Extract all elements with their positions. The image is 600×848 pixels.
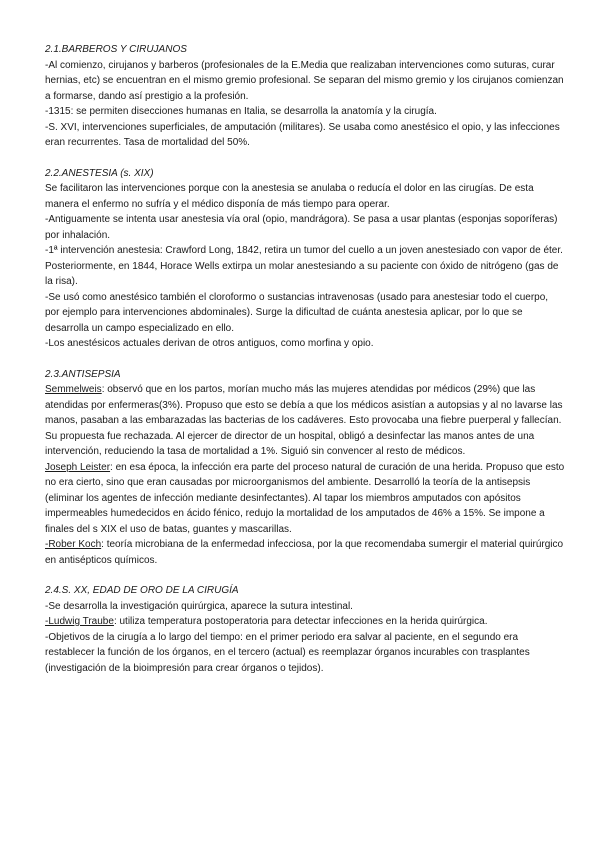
paragraph [45, 243, 565, 290]
paragraph-text: Se facilitaron las intervenciones porque con la anestesia se anulaba o reducía el dolor en las cirugías. De esta manera el enfermo no sufría y el médico disponía de más tiempo para operar. [45, 183, 534, 210]
section-anestesia [45, 166, 565, 352]
paragraph-text: : utiliza temperatura postoperatoria para detectar infecciones en la herida quirúrgica. [113, 616, 488, 627]
paragraph-text: -Objetivos de la cirugía a lo largo del tiempo: en el primer periodo era salvar al paciente, en el segundo era restablecer la función de los órganos, en el tercero (actual) es reemplazar órganos incurables con trasplantes (investigación de la bioimpresión para crear órganos o tejidos). [45, 631, 530, 674]
paragraph-text: -Los anestésicos actuales derivan de otros antiguos, como morfina y opio. [45, 338, 374, 349]
person-name-leister: Joseph Leister [45, 461, 111, 473]
paragraph-text: -1ª intervención anestesia: Crawford Long, 1842, retira un tumor del cuello a un joven anestesiado con vapor de éter. Posteriormente, en 1844, Horace Wells extirpa un molar anestesiando a su paciente con óxido de nitrógeno (gas de la risa). [45, 245, 563, 287]
section-barberos-cirujanos [45, 42, 565, 151]
paragraph [45, 58, 565, 105]
paragraph-text: -1315: se permiten disecciones humanas en Italia, se desarrolla la anatomía y la cirugía. [45, 106, 437, 117]
paragraph [45, 212, 565, 243]
paragraph [45, 120, 565, 151]
section-heading: 2.4.S. XX, EDAD DE ORO DE LA CIRUGÍA [45, 585, 239, 596]
paragraph-text: -Al comienzo, cirujanos y barberos (profesionales de la E.Media que realizaban intervenciones como suturas, curar hernias, etc) se encuentran en el mismo gremio profesional. Se separan del mismo gremio y los cirujanos comienzan a formarse, dando así prestigio a la profesión. [45, 59, 564, 102]
paragraph [45, 599, 565, 615]
person-name-semmelweis: Semmelweis [45, 384, 102, 395]
section-heading: 2.2.ANESTESIA (s. XIX) [45, 167, 154, 179]
paragraph-text: : teoría microbiana de la enfermedad infecciosa, por la que recomendaba sumergir el material quirúrgico en antisépticos químicos. [45, 539, 564, 566]
paragraph-text: -Se usó como anestésico también el cloroformo o sustancias intravenosas (usado para anestesiar todo el cuerpo, por ejemplo para intervenciones abdominales). Surge la dificultad de cuánta anestesia aplicar, por lo que se desarrolla un campo especializado en ello. [45, 291, 549, 334]
paragraph [45, 290, 565, 337]
paragraph-text: -Se desarrolla la investigación quirúrgica, aparece la sutura intestinal. [45, 600, 353, 612]
person-name-koch: -Rober Koch [45, 539, 102, 550]
paragraph [45, 382, 565, 460]
paragraph [45, 336, 565, 352]
section-heading: 2.3.ANTISEPSIA [45, 368, 121, 380]
paragraph [45, 630, 565, 677]
paragraph-text: : en esa época, la infección era parte del proceso natural de curación de una herida. Propuso que esto no era cierto, sino que eran causadas por microorganismos del ambiente. Desarrolló la teoría de la antisepsis (eliminar los agentes de infección mediante desinfectantes). Al tapar los miembros amputados con apósitos impermeables humedecidos en ácido fénico, redujo la mortalidad de los amputados de 46% a 15%. Se impone a finales del s XIX el uso de batas, guantes y mascarillas. [45, 461, 565, 535]
document-page [45, 42, 565, 691]
section-heading: 2.1.BARBEROS Y CIRUJANOS [45, 44, 187, 55]
paragraph [45, 614, 565, 630]
section-edad-de-oro [45, 583, 565, 676]
paragraph [45, 104, 565, 120]
paragraph [45, 460, 565, 538]
paragraph-text: : observó que en los partos, morían mucho más las mujeres atendidas por médicos (29%) que las atendidas por enfermeras(3%). Propuso que esto se debía a que los médicos asistían a autopsias y al no lavarse las manos, pasaban a las embarazadas las bacterias de los cadáveres. Esto provocaba una fiebre puerperal y fallecían. Su propuesta fue rechazada. Al ejercer de director de un hospital, obligó a desinfectar las manos antes de una intervención, reduciendo la tasa de mortalidad a 1%. Siguió sin convencer al resto de médicos. [45, 384, 563, 457]
paragraph [45, 537, 565, 568]
section-antisepsia [45, 367, 565, 569]
person-name-traube: -Ludwig Traube [45, 616, 114, 627]
paragraph-text: -Antiguamente se intenta usar anestesia vía oral (opio, mandrágora). Se pasa a usar plantas (esponjas soporíferas) por inhalación. [45, 214, 558, 241]
paragraph [45, 181, 565, 212]
paragraph-text: -S. XVI, intervenciones superficiales, de amputación (militares). Se usaba como anestésico el opio, y las infecciones eran recurrentes. Tasa de mortalidad del 50%. [45, 121, 560, 148]
